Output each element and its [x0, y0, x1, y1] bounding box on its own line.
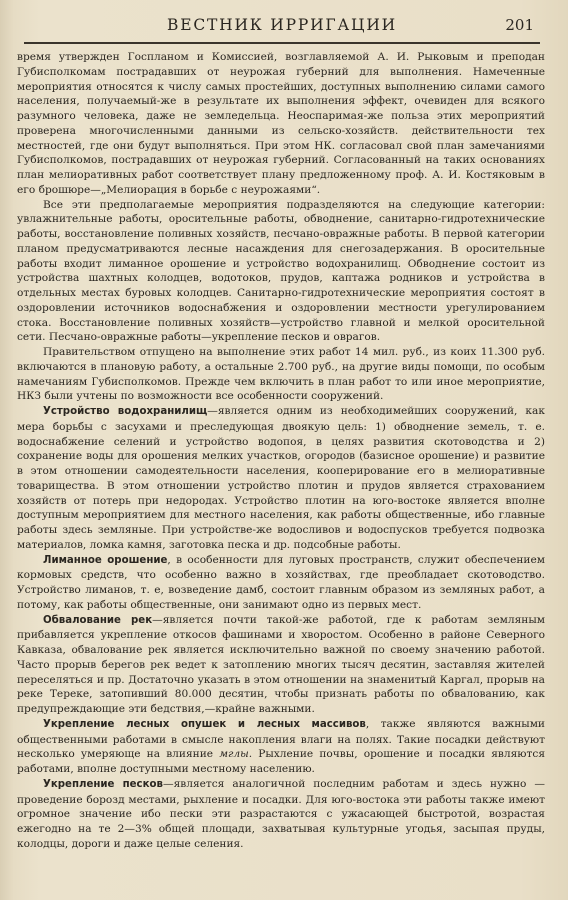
paragraph-categories: Все эти предполагаемые мероприятия подразделяются на следующие категории: увлажнительные работы, оросительные работы, обводнение, санитарно-гидротехнические работы, восстановление поливных хозяйств, песчано-овражные работы. В первой категории планом предусматриваются лесные насаждения для снегозадержания. В оросительные работы входит лиманное орошение и устройство водохранилищ. Обводнение состоит из устройства шахтных колодцев, водотоков, прудов, каптажа родников и устройства в отдельных местах буровых колодцев. Санитарно-гидротехнические мероприятия состоят в оздоровлении источников водоснабжения и оздоровлении местности урегулированием стока. Восстановление поливных хозяйств—устройство главной и мелкой оросительной сети. Песчано-овражные работы—укрепление песков и оврагов. [17, 198, 545, 344]
running-title: ВЕСТНИК ИРРИГАЦИИ [167, 16, 397, 34]
paragraph-reservoirs: Устройство водохранилищ—является одним из необходимейших сооружений, как мера борьбы с засухами и преследующая двоякую цель: 1) обводнение земель, т. е. водоснабжение селений и устройство водопоя, в целях развития скотоводства и 2) сохранение воды для орошения мелких участков, огородов (базисное орошение) и развитие в этом отношении самодеятельности населения, кооперирование его в мелиоративные товарищества. В этом отношении устройство плотин и прудов является страхованием хозяйств от потерь при недородах. Устройство плотин на юго-востоке является вполне доступным мероприятием для местного населения, как работы общественные, ибо главные работы здесь земляные. При устройстве-же водосливов и водоспусков требуется подвозка материалов, ломка камня, заготовка песка и др. подсобные работы. [17, 405, 545, 551]
paragraph-estuary-irrigation: Лиманное орошение, в особенности для луговых пространств, служит обеспечением кормовых средств, что особенно важно в хозяйствах, где преобладает скотоводство. Устройство лиманов, т. е, возведение дамб, состоит главным образом из земляных работ, а потому, как работы общественные, они занимают одно из первых мест. [17, 553, 545, 611]
section-lead: Устройство водохранилищ [43, 406, 208, 417]
section-lead: Обвалование рек [43, 614, 153, 626]
paragraph-continuation: время утвержден Госпланом и Комиссией, возглавляемой А. И. Рыковым и преподан Губисполкомам пострадавших от неурожая губерний для выполнения. Намеченные мероприятия относятся к числу самых простейших, доступных выполнению силами самого населения, получаемый-же в результате их выполнения эффект, очевиден для всякого разумного человека, даже не земледельца. Неоспаримая-же польза этих мероприятий проверена многочисленными данными из сельско-хозяйств. действительности тех местностей, где они будут выполняться. При этом НК. согласовал свой план замечаниями Губисполкомов, пострадавших от неурожая губерний. Согласованный на таких основаниях план мелиоративных работ соответствует плану предложенному проф. А. И. Костяковым в его брошюре—„Мелиорация в борьбе с неурожаями“. [17, 51, 545, 196]
section-lead: Укрепление песков [43, 778, 163, 790]
section-lead: Лиманное орошение [43, 554, 168, 566]
page-number: 201 [505, 16, 534, 34]
section-lead: Укрепление лесных опушек и лесных массивов [43, 718, 366, 730]
paragraph-funding: Правительством отпущено на выполнение этих работ 14 мил. руб., из коих 11.300 руб. включаются в плановую работу, а остальные 2.700 руб., на другие виды помощи, по особым намечаниям Губисполкомов. Прежде чем включить в план работ то или иное мероприятие, НКЗ были учтены по возможности все особенности сооружений. [17, 346, 545, 403]
paragraph-river-embankment: Обвалование рек—является почти такой-же работой, где к работам земляным прибавляется укрепление откосов фашинами и хворостом. Особенно в районе Северного Кавказа, обвалование рек является исключительно важной по своему значению работой. Часто прорыв берегов рек ведет к затоплению многих тысяч десятин, заставляя жителей переселяться и пр. Достаточно указать в этом отношении на знаменитый Каргал, прорыв на реке Тереке, затопивший 80.000 десятин, чтобы признать работы по обвалованию, как предупреждающие эти бедствия,—крайне важными. [17, 613, 545, 715]
paragraph-sand-fixation: Укрепление песков—является аналогичной последним работам и здесь нужно —проведение борозд местами, рыхление и посадки. Для юго-востока эти работы также имеют огромное значение ибо пески эти разрастаются с ужасающей быстротой, возрастая ежегодно на те 2—3% общей площади, захватывая культурные угодья, засыпая пруды, колодцы, дороги и даже целые селения. [17, 777, 545, 850]
paragraph-forest-edges: Укрепление лесных опушек и лесных массивов, также являются важными общественными работами в смысле накопления влаги на полях. Такие посадки действуют несколько умеряюще на влияние мглы. Рыхление почвы, орошение и посадки являются работами, вполне доступными местному населению. [17, 717, 545, 775]
article-body [17, 50, 545, 852]
page-header [24, 14, 540, 44]
